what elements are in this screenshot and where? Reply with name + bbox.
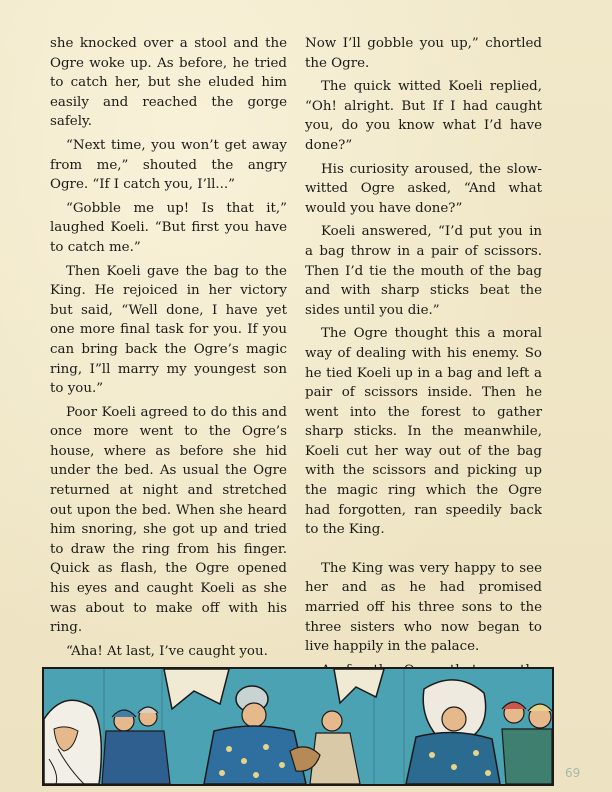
left-text-column [50,34,287,661]
paragraph: “Aha! At last, I’ve caught you. [66,643,268,659]
paragraph: The King was very happy to see her and as he had promised married off his three sons to the three sisters who now began to live happily in the palace. [305,560,542,655]
right-text-column [305,34,542,700]
paragraph: “Next time, you won’t get away from me,” shouted the angry Ogre. “If I catch you, I’ll...” [50,137,287,193]
paragraph: His curiosity aroused, the slow-witted Ogre asked, “And what would you have done?” [305,161,542,216]
story-illustration [42,667,554,786]
paragraph: The quick witted Koeli replied, “Oh! alright. But If I had caught you, do you know what I’d have done?” [305,79,542,153]
page-number: 69 [565,766,581,780]
paragraph: Poor Koeli agreed to do this and once more went to the Ogre’s house, where as before she hid under the bed. As usual the Ogre returned at night and stretched out upon the bed. When she heard him snoring, she got up and tried to draw the ring from his finger. Quick as flash, the Ogre opened his eyes and caught Koeli as she was about to make off with his ring. [50,404,287,636]
old-man-figure [44,700,101,784]
paragraph: Now I’ll gobble you up,” chortled the Ogre. [305,36,542,71]
paragraph: she knocked over a stool and the Ogre woke up. As before, he tried to catch her, but she eluded him easily and reached the gorge safely. [50,36,287,130]
paragraph: “Gobble me up! Is that it,” laughed Koeli. “But first you have to catch me.” [50,200,287,255]
paragraph: Koeli answered, “I’d put you in a bag throw in a pair of scissors. Then I’d tie the mouth of the bag and with sharp sticks beat the sides until you die.” [305,224,542,318]
paragraph: Then Koeli gave the bag to the King. He rejoiced in her victory but said, “Well done, I have yet one more final task for you. If you can bring back the Ogre’s magic ring, I”ll marry my youngest son to you.” [50,263,287,397]
paragraph: The Ogre thought this a moral way of dealing with his enemy. So he tied Koeli up in a bag and left a pair of scissors inside. Then he went into the forest to gather sharp sticks. In the meanwhile, Koeli cut her way out of the bag with the scissors and picking up the magic ring which the Ogre had forgotten, ran speedily back to the King. [305,326,542,538]
illustration-drawing [44,669,552,784]
